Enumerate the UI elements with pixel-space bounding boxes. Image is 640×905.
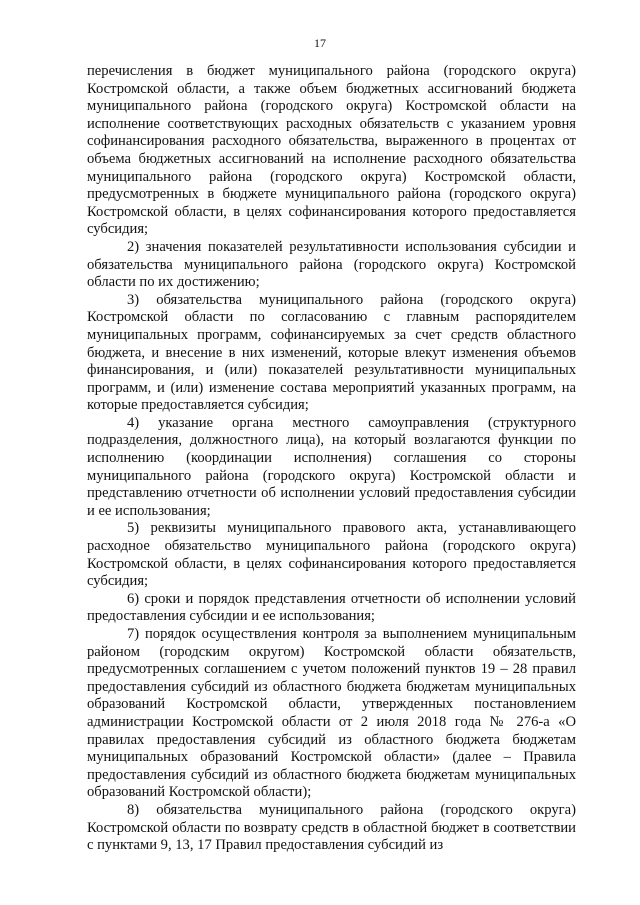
paragraph-item-4: 4) указание органа местного самоуправления (структурного подразделения, должностного лица), на который возлагаются функции по исполнению (координации исполнения) соглашения со стороны муниципального района (городского округа) Костромской области и представлению отчетности об исполнении условий предоставления субсидии и ее использования; bbox=[87, 414, 576, 519]
paragraph-item-8: 8) обязательства муниципального района (городского округа) Костромской области по возврату средств в областной бюджет в соответствии с пунктами 9, 13, 17 Правил предоставления субсидий из bbox=[87, 801, 576, 854]
paragraph-item-2: 2) значения показателей результативности использования субсидии и обязательства муниципального района (городского округа) Костромской области по их достижению; bbox=[87, 238, 576, 291]
paragraph-item-3: 3) обязательства муниципального района (городского округа) Костромской области по согласованию с главным распорядителем муниципальных программ, софинансируемых за счет средств областного бюджета, и внесение в них изменений, которые влекут изменения объемов финансирования, и (или) показателей результативности муниципальных программ, и (или) изменение состава мероприятий указанных программ, на которые предоставляется субсидия; bbox=[87, 291, 576, 414]
paragraph-item-6: 6) сроки и порядок представления отчетности об исполнении условий предоставления субсидии и ее использования; bbox=[87, 590, 576, 625]
document-body bbox=[87, 63, 576, 855]
paragraph-item-7: 7) порядок осуществления контроля за выполнением муниципальным районом (городским округом) Костромской области обязательств, предусмотренных соглашением с учетом положений пунктов 19 – 28 правил предоставления субсидий из областного бюджета бюджетам муниципальных образований Костромской области, утвержденных постановлением администрации Костромской области от 2 июля 2018 года № 276-а «О правилах предоставления субсидий из областного бюджета бюджетам муниципальных образований Костромской области» (далее – Правила предоставления субсидий из областного бюджета бюджетам муниципальных образований Костромской области); bbox=[87, 626, 576, 801]
page-number: 17 bbox=[314, 36, 326, 50]
paragraph-continuation: перечисления в бюджет муниципального района (городского округа) Костромской области, а также объем бюджетных ассигнований бюджета муниципального района (городского округа) Костромской области на исполнение соответствующих расходных обязательств с указанием уровня софинансирования расходного обязательства, выраженного в процентах от объема бюджетных ассигнований на исполнение расходного обязательства муниципального района (городского округа) Костромской области, предусмотренных в бюджете муниципального района (городского округа) Костромской области, в целях софинансирования которого предоставляется субсидия; bbox=[87, 63, 576, 238]
paragraph-item-5: 5) реквизиты муниципального правового акта, устанавливающего расходное обязательство муниципального района (городского округа) Костромской области, в целях софинансирования которого предоставляется субсидия; bbox=[87, 520, 576, 590]
